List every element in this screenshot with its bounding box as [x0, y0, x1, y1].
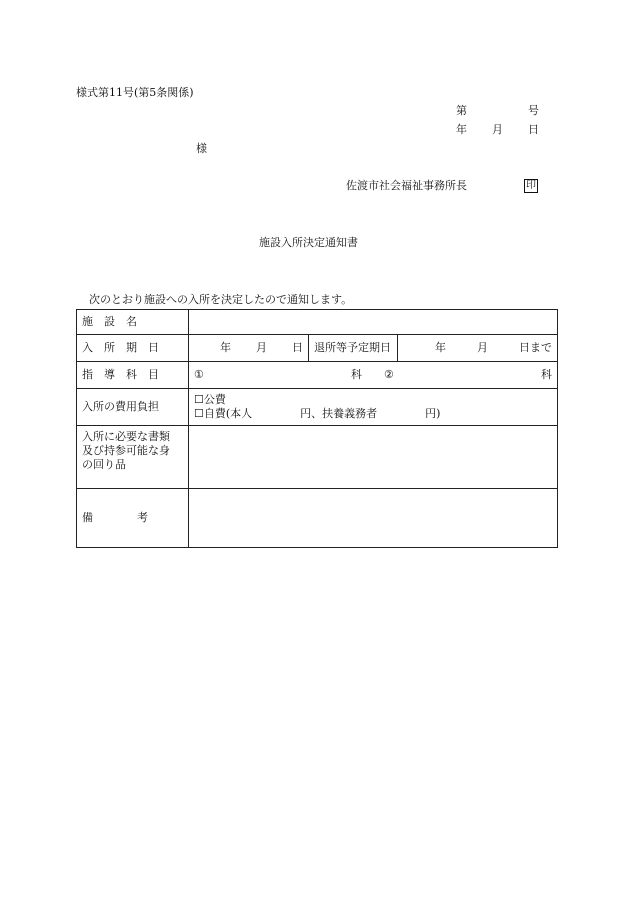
date-month: 月: [492, 123, 503, 136]
facility-label: 施 設 名: [82, 315, 137, 329]
addressee-suffix: 様: [196, 142, 207, 155]
admission-date-cell: [189, 335, 309, 362]
cost-self-mid: 円、扶養義務者: [300, 407, 378, 420]
discharge-month: 月: [477, 341, 489, 355]
facility-value-cell: [189, 310, 558, 335]
cost-self-suffix: 円): [425, 407, 441, 420]
subject-first-suffix: 科: [351, 368, 363, 382]
discharge-date-cell: [398, 335, 558, 362]
cost-label-cell: [77, 389, 189, 426]
admission-year: 年: [220, 341, 231, 355]
subject-second-suffix: 科: [541, 368, 553, 382]
table-row-remarks: [77, 489, 558, 548]
subject-label: 指 導 科 目: [82, 368, 159, 382]
belongings-label-line2: 及び持参可能な身: [82, 444, 170, 457]
cost-public-option: ☐公費: [194, 393, 226, 406]
subject-label-cell: [77, 362, 189, 389]
table-row-subject: [77, 362, 558, 389]
intro-text: 次のとおり施設への入所を決定したので通知します。: [89, 293, 353, 306]
admission-label-cell: [77, 335, 189, 362]
subject-value-cell: [189, 362, 558, 389]
discharge-label-cell: [309, 335, 398, 362]
belongings-label-line3: の回り品: [82, 458, 126, 471]
belongings-label-cell: [77, 426, 189, 489]
document-title: 施設入所決定通知書: [259, 236, 358, 249]
form-number: 様式第11号(第5条関係): [76, 86, 194, 99]
discharge-day: 日まで: [519, 341, 553, 355]
date-year: 年: [456, 123, 467, 136]
facility-label-cell: [77, 310, 189, 335]
belongings-label-line1: 入所に必要な書類: [82, 430, 170, 443]
table-row-facility: [77, 310, 558, 335]
remarks-value-cell: [189, 489, 558, 548]
notice-table: [76, 309, 558, 548]
cost-label: 入所の費用負担: [82, 400, 159, 414]
table-row-cost: [77, 389, 558, 426]
seal-text: 印: [526, 180, 536, 191]
discharge-year: 年: [435, 341, 446, 355]
cost-value-cell: [189, 389, 558, 426]
table-row-belongings: [77, 426, 558, 489]
subject-second-marker: ②: [384, 368, 394, 382]
belongings-value-cell: [189, 426, 558, 489]
remarks-label-cell: [77, 489, 189, 548]
subject-first-marker: ①: [194, 368, 204, 382]
discharge-label: 退所等予定期日: [314, 341, 391, 355]
date-day: 日: [528, 123, 539, 136]
admission-day: 日: [292, 341, 303, 355]
cost-self-prefix: ☐自費(本人: [194, 407, 253, 420]
doc-no-prefix: 第: [456, 104, 467, 117]
issuer-name: 佐渡市社会福祉事務所長: [346, 179, 467, 192]
table-row-admission: [77, 335, 558, 362]
remarks-label: 備 考: [82, 511, 148, 525]
admission-month: 月: [256, 341, 267, 355]
admission-label: 入 所 期 日: [82, 341, 159, 355]
cost-self-option: [194, 407, 552, 421]
seal-mark: [524, 178, 538, 193]
doc-no-suffix: 号: [528, 104, 539, 117]
